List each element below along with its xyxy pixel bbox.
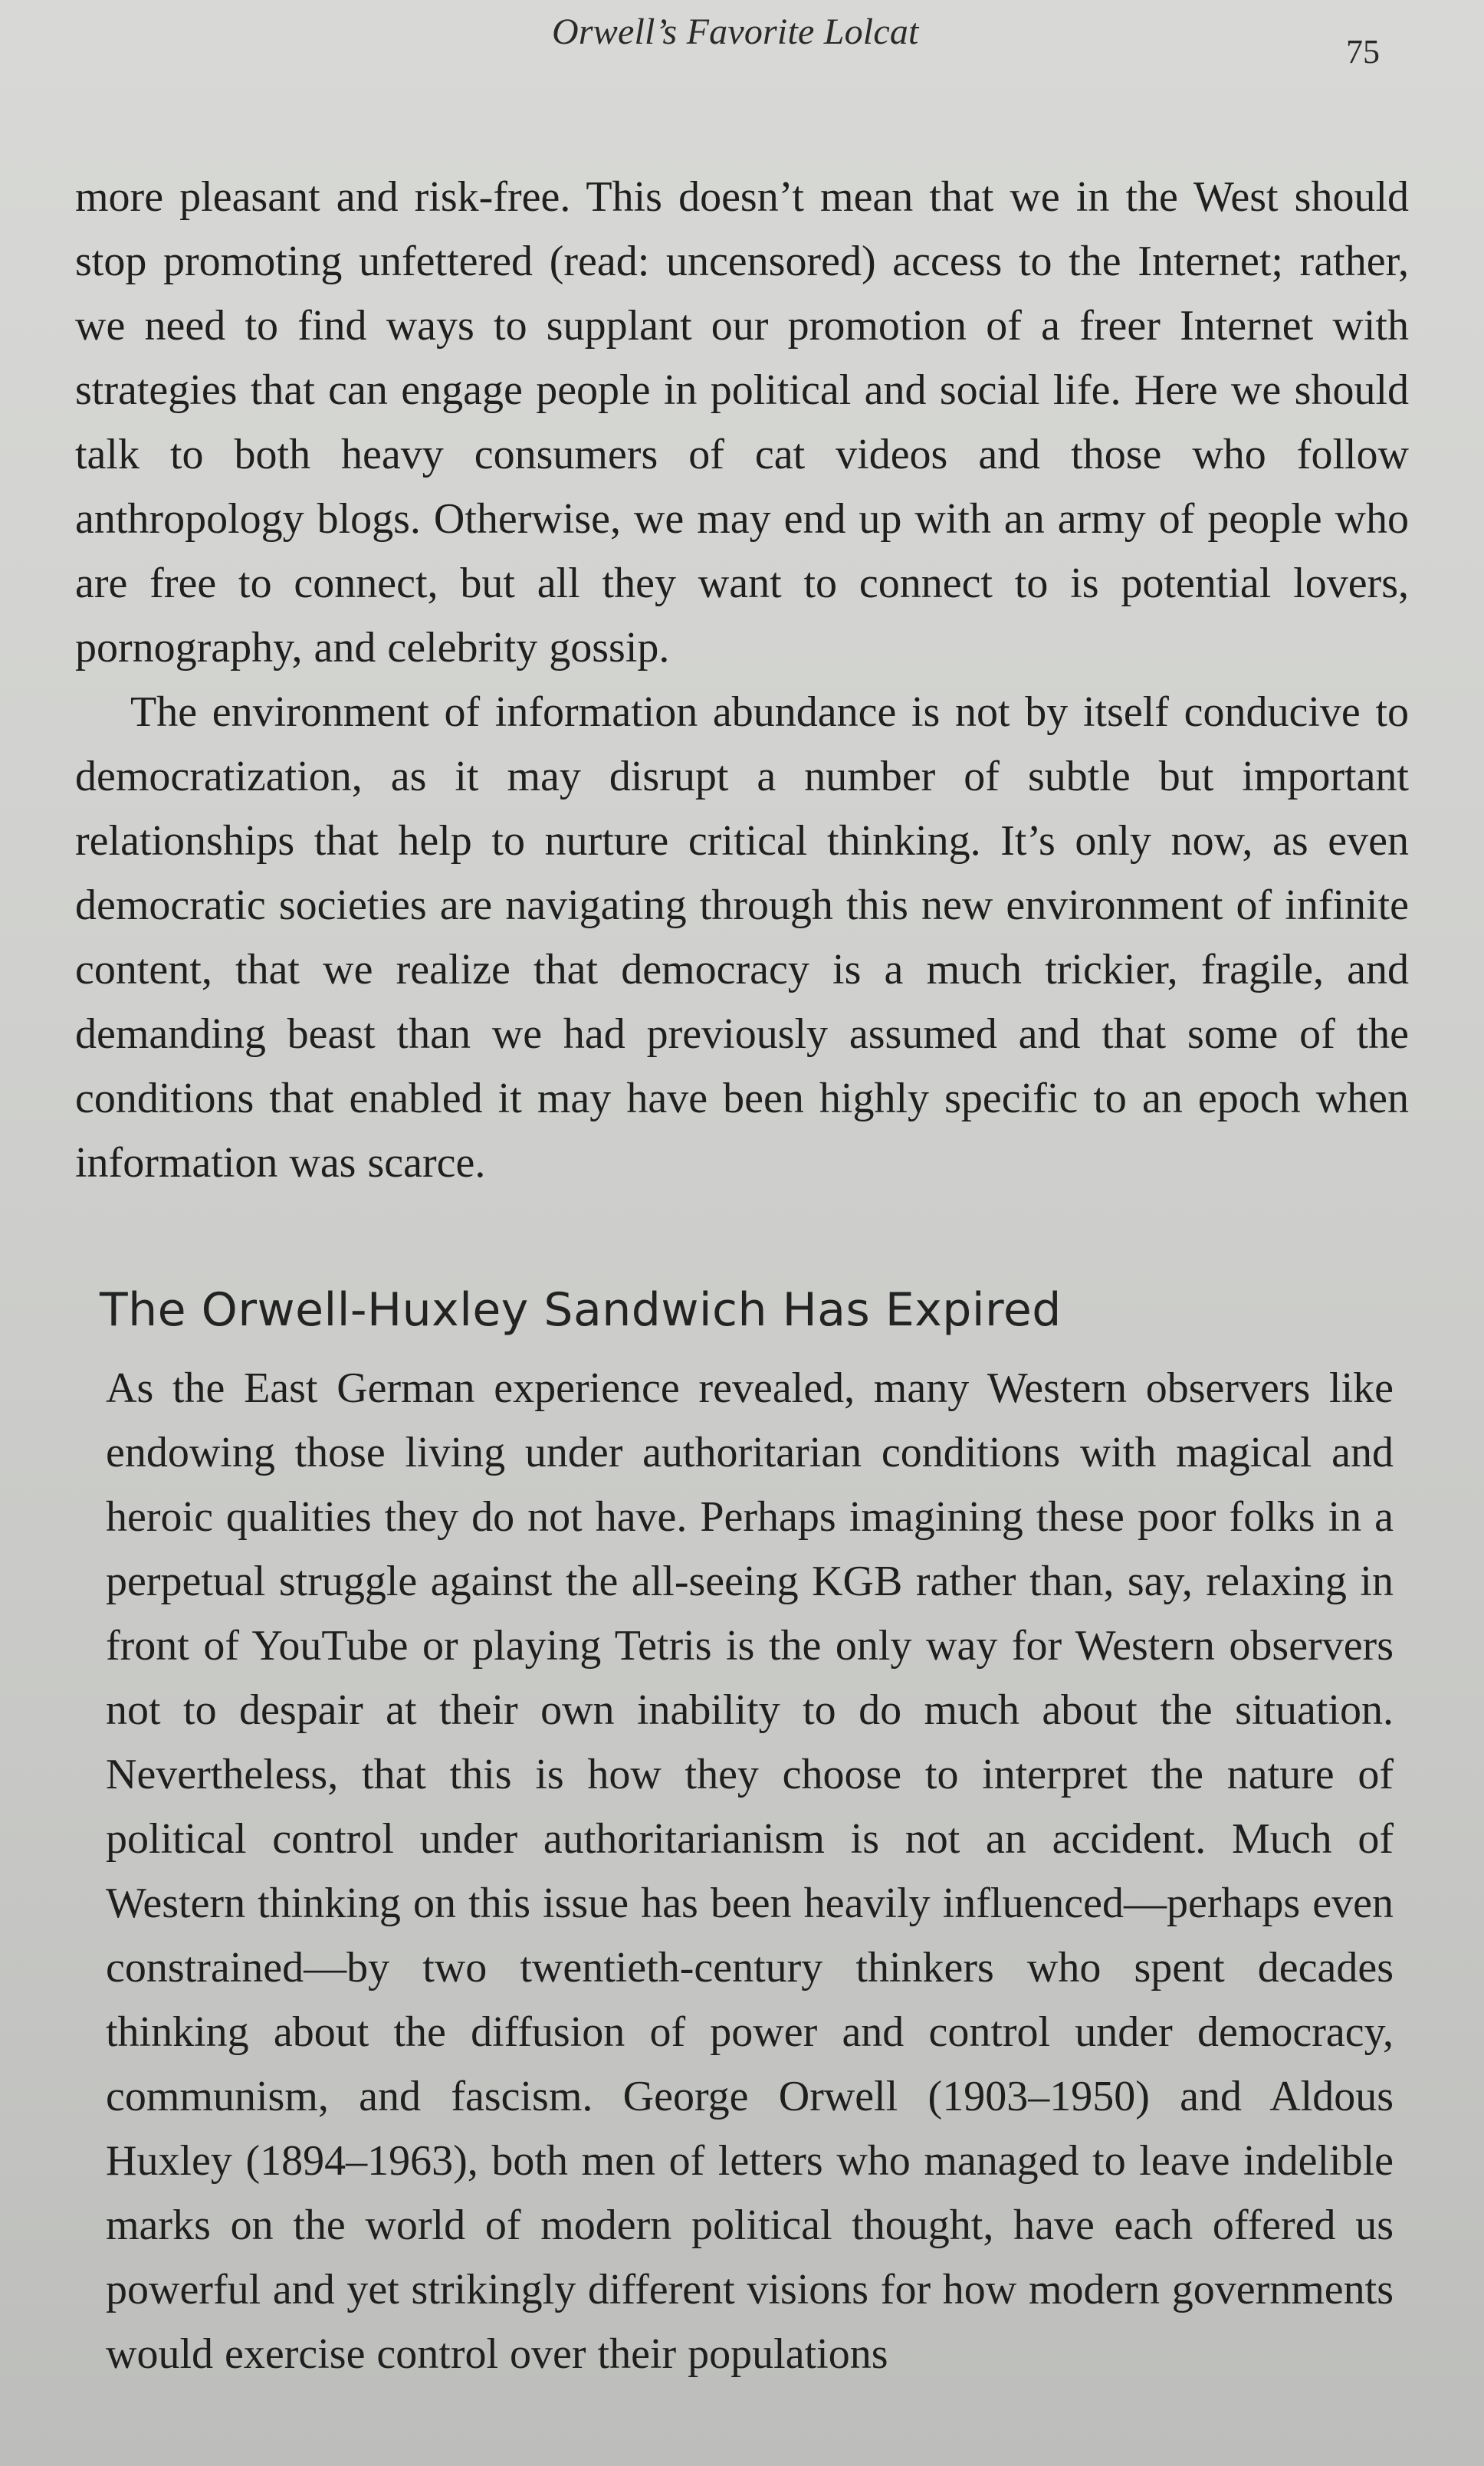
section-heading: The Orwell-Huxley Sandwich Has Expired bbox=[100, 1283, 1062, 1337]
page-number: 75 bbox=[1346, 33, 1380, 71]
running-head bbox=[0, 11, 1484, 71]
running-title: Orwell’s Favorite Lolcat bbox=[552, 11, 919, 52]
paragraph-continuation: more pleasant and risk-free. This doesn’t mean that we in the West should stop promoting unfettered (read: uncensored) access to the Internet; rather, we need to find ways to supplant our promotion of a freer Internet with strategies that can engage people in political and social life. Here we should talk to both heavy consumers of cat videos and those who follow anthropology blogs. Otherwise, we may end up with an army of people who are free to connect, but all they want to connect to is potential lovers, pornography, and celebrity gossip. bbox=[75, 173, 1409, 672]
paragraph-section-opening: As the East German experience revealed, many Western observers like endowing those living under authoritarian conditions with magical and heroic qualities they do not have. Perhaps imagining these poor folks in a perpetual struggle against the all-seeing KGB rather than, say, relaxing in front of YouTube or playing Tetris is the only way for Western observers not to despair at their own inability to do much about the situation. Nevertheless, that this is how they choose to interpret the nature of political control under authoritarianism is not an accident. Much of Western thinking on this issue has been heavily influenced—perhaps even constrained—by two twentieth-century thinkers who spent decades thinking about the diffusion of power and control under democracy, communism, and fascism. George Orwell (1903–1950) and Aldous Huxley (1894–1963), both men of letters who managed to leave indelible marks on the world of modern political thought, have each offered us powerful and yet strikingly different visions for how modern governments would exercise control over their populations bbox=[106, 1364, 1394, 2378]
paragraph-information-abundance: The environment of information abundance is not by itself conducive to democratization, as it may disrupt a number of subtle but important relationships that help to nurture critical thinking. It’s only now, as even democratic societies are navigating through this new environment of infinite content, that we realize that democracy is a much trickier, fragile, and demanding beast than we had previously assumed and that some of the conditions that enabled it may have been highly specific to an epoch when information was scarce. bbox=[75, 688, 1409, 1187]
body-text bbox=[75, 165, 1409, 2386]
